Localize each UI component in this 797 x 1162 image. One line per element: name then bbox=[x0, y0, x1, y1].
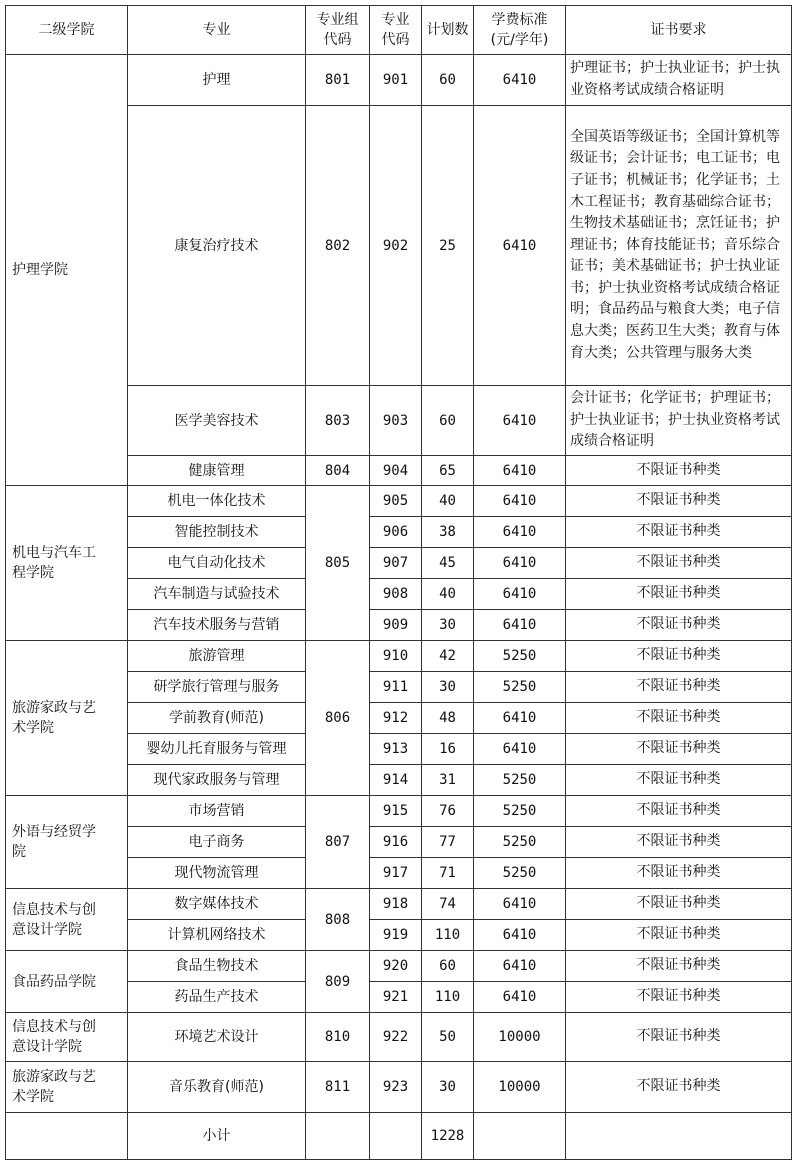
fee-cell: 10000 bbox=[474, 1013, 566, 1062]
cert-cell: 不限证书种类 bbox=[566, 456, 792, 486]
cert-cell: 不限证书种类 bbox=[566, 858, 792, 889]
fee-cell: 6410 bbox=[474, 106, 566, 386]
fee-cell: 6410 bbox=[474, 703, 566, 734]
fee-cell: 5250 bbox=[474, 796, 566, 827]
fee-cell: 6410 bbox=[474, 920, 566, 951]
empty-cell bbox=[566, 1113, 792, 1160]
major-code-cell: 922 bbox=[370, 1013, 422, 1062]
cert-cell: 不限证书种类 bbox=[566, 1062, 792, 1113]
major-cell: 环境艺术设计 bbox=[128, 1013, 306, 1062]
major-cell: 旅游管理 bbox=[128, 641, 306, 672]
major-cell: 现代物流管理 bbox=[128, 858, 306, 889]
major-code-cell: 906 bbox=[370, 517, 422, 548]
subtotal-plan: 1228 bbox=[422, 1113, 474, 1160]
plan-cell: 31 bbox=[422, 765, 474, 796]
group-code-cell: 807 bbox=[306, 796, 370, 889]
major-cell: 现代家政服务与管理 bbox=[128, 765, 306, 796]
header-major: 专业 bbox=[128, 6, 306, 55]
cert-cell: 不限证书种类 bbox=[566, 734, 792, 765]
fee-cell: 5250 bbox=[474, 672, 566, 703]
cert-cell: 不限证书种类 bbox=[566, 982, 792, 1013]
cert-cell: 不限证书种类 bbox=[566, 486, 792, 517]
major-code-cell: 902 bbox=[370, 106, 422, 386]
plan-cell: 50 bbox=[422, 1013, 474, 1062]
fee-cell: 5250 bbox=[474, 641, 566, 672]
major-cell: 机电一体化技术 bbox=[128, 486, 306, 517]
plan-cell: 40 bbox=[422, 579, 474, 610]
fee-cell: 6410 bbox=[474, 486, 566, 517]
table-row bbox=[6, 1013, 792, 1062]
plan-cell: 16 bbox=[422, 734, 474, 765]
college-cell: 旅游家政与艺 术学院 bbox=[6, 1062, 128, 1113]
fee-cell: 6410 bbox=[474, 386, 566, 456]
major-cell: 市场营销 bbox=[128, 796, 306, 827]
plan-cell: 110 bbox=[422, 982, 474, 1013]
fee-cell: 6410 bbox=[474, 889, 566, 920]
fee-cell: 6410 bbox=[474, 982, 566, 1013]
plan-cell: 65 bbox=[422, 456, 474, 486]
major-code-cell: 909 bbox=[370, 610, 422, 641]
major-cell: 康复治疗技术 bbox=[128, 106, 306, 386]
major-code-cell: 923 bbox=[370, 1062, 422, 1113]
enrollment-plan-table bbox=[5, 5, 792, 1160]
fee-cell: 10000 bbox=[474, 1062, 566, 1113]
plan-cell: 30 bbox=[422, 610, 474, 641]
major-code-cell: 914 bbox=[370, 765, 422, 796]
major-cell: 汽车制造与试验技术 bbox=[128, 579, 306, 610]
plan-cell: 77 bbox=[422, 827, 474, 858]
plan-cell: 60 bbox=[422, 951, 474, 982]
header-plan: 计划数 bbox=[422, 6, 474, 55]
major-code-cell: 911 bbox=[370, 672, 422, 703]
major-cell: 研学旅行管理与服务 bbox=[128, 672, 306, 703]
header-major-code: 专业 代码 bbox=[370, 6, 422, 55]
cert-cell: 全国英语等级证书；全国计算机等级证书；会计证书；电工证书；电子证书；机械证书；化学证书；土木工程证书；教育基础综合证书；生物技术基础证书；烹饪证书；护理证书；体育技能证书；音乐综合证书；美术基础证书；护士执业证书；护士执业资格考试成绩合格证明；食品药品与粮食大类；电子信息大类；医药卫生大类；教育与体育大类；公共管理与服务大类 bbox=[566, 106, 792, 386]
table-row bbox=[6, 951, 792, 982]
fee-cell: 6410 bbox=[474, 610, 566, 641]
table-row bbox=[6, 55, 792, 106]
major-code-cell: 921 bbox=[370, 982, 422, 1013]
college-cell: 外语与经贸学 院 bbox=[6, 796, 128, 889]
major-code-cell: 912 bbox=[370, 703, 422, 734]
cert-cell: 不限证书种类 bbox=[566, 951, 792, 982]
cert-cell: 不限证书种类 bbox=[566, 548, 792, 579]
major-code-cell: 908 bbox=[370, 579, 422, 610]
group-code-cell: 805 bbox=[306, 486, 370, 641]
header-cert: 证书要求 bbox=[566, 6, 792, 55]
fee-cell: 5250 bbox=[474, 858, 566, 889]
fee-cell: 5250 bbox=[474, 827, 566, 858]
group-code-cell: 810 bbox=[306, 1013, 370, 1062]
group-code-cell: 802 bbox=[306, 106, 370, 386]
college-cell: 食品药品学院 bbox=[6, 951, 128, 1013]
major-cell: 药品生产技术 bbox=[128, 982, 306, 1013]
table-row bbox=[6, 889, 792, 920]
subtotal-label: 小计 bbox=[128, 1113, 306, 1160]
empty-cell bbox=[370, 1113, 422, 1160]
plan-cell: 42 bbox=[422, 641, 474, 672]
cert-cell: 不限证书种类 bbox=[566, 579, 792, 610]
major-cell: 智能控制技术 bbox=[128, 517, 306, 548]
fee-cell: 5250 bbox=[474, 765, 566, 796]
fee-cell: 6410 bbox=[474, 734, 566, 765]
major-cell: 电子商务 bbox=[128, 827, 306, 858]
empty-cell bbox=[474, 1113, 566, 1160]
major-code-cell: 917 bbox=[370, 858, 422, 889]
table-row bbox=[6, 796, 792, 827]
major-cell: 数字媒体技术 bbox=[128, 889, 306, 920]
major-code-cell: 915 bbox=[370, 796, 422, 827]
college-cell: 信息技术与创 意设计学院 bbox=[6, 1013, 128, 1062]
subtotal-row bbox=[6, 1113, 792, 1160]
plan-cell: 74 bbox=[422, 889, 474, 920]
major-cell: 婴幼儿托育服务与管理 bbox=[128, 734, 306, 765]
fee-cell: 6410 bbox=[474, 579, 566, 610]
plan-cell: 45 bbox=[422, 548, 474, 579]
group-code-cell: 809 bbox=[306, 951, 370, 1013]
plan-cell: 71 bbox=[422, 858, 474, 889]
major-cell: 计算机网络技术 bbox=[128, 920, 306, 951]
header-row bbox=[6, 6, 792, 55]
major-cell: 音乐教育(师范) bbox=[128, 1062, 306, 1113]
plan-cell: 40 bbox=[422, 486, 474, 517]
major-code-cell: 907 bbox=[370, 548, 422, 579]
table-row bbox=[6, 1062, 792, 1113]
empty-cell bbox=[306, 1113, 370, 1160]
fee-cell: 6410 bbox=[474, 517, 566, 548]
major-code-cell: 916 bbox=[370, 827, 422, 858]
plan-cell: 38 bbox=[422, 517, 474, 548]
cert-cell: 不限证书种类 bbox=[566, 765, 792, 796]
table-row bbox=[6, 486, 792, 517]
cert-cell: 不限证书种类 bbox=[566, 1013, 792, 1062]
plan-cell: 30 bbox=[422, 672, 474, 703]
cert-cell: 不限证书种类 bbox=[566, 796, 792, 827]
cert-cell: 不限证书种类 bbox=[566, 641, 792, 672]
major-code-cell: 901 bbox=[370, 55, 422, 106]
major-cell: 护理 bbox=[128, 55, 306, 106]
header-fee: 学费标准 (元/学年) bbox=[474, 6, 566, 55]
major-code-cell: 919 bbox=[370, 920, 422, 951]
plan-cell: 25 bbox=[422, 106, 474, 386]
major-code-cell: 904 bbox=[370, 456, 422, 486]
cert-cell: 护理证书；护士执业证书；护士执业资格考试成绩合格证明 bbox=[566, 55, 792, 106]
group-code-cell: 804 bbox=[306, 456, 370, 486]
major-code-cell: 918 bbox=[370, 889, 422, 920]
major-cell: 医学美容技术 bbox=[128, 386, 306, 456]
fee-cell: 6410 bbox=[474, 55, 566, 106]
major-cell: 学前教育(师范) bbox=[128, 703, 306, 734]
group-code-cell: 808 bbox=[306, 889, 370, 951]
major-code-cell: 903 bbox=[370, 386, 422, 456]
header-group-code: 专业组 代码 bbox=[306, 6, 370, 55]
cert-cell: 不限证书种类 bbox=[566, 610, 792, 641]
plan-cell: 110 bbox=[422, 920, 474, 951]
cert-cell: 不限证书种类 bbox=[566, 827, 792, 858]
plan-cell: 60 bbox=[422, 386, 474, 456]
major-code-cell: 905 bbox=[370, 486, 422, 517]
major-code-cell: 920 bbox=[370, 951, 422, 982]
cert-cell: 会计证书；化学证书；护理证书；护士执业证书；护士执业资格考试成绩合格证明 bbox=[566, 386, 792, 456]
major-code-cell: 913 bbox=[370, 734, 422, 765]
major-cell: 健康管理 bbox=[128, 456, 306, 486]
fee-cell: 6410 bbox=[474, 951, 566, 982]
fee-cell: 6410 bbox=[474, 456, 566, 486]
plan-cell: 30 bbox=[422, 1062, 474, 1113]
major-code-cell: 910 bbox=[370, 641, 422, 672]
college-cell: 旅游家政与艺 术学院 bbox=[6, 641, 128, 796]
plan-cell: 48 bbox=[422, 703, 474, 734]
group-code-cell: 803 bbox=[306, 386, 370, 456]
major-cell: 食品生物技术 bbox=[128, 951, 306, 982]
college-cell: 机电与汽车工 程学院 bbox=[6, 486, 128, 641]
cert-cell: 不限证书种类 bbox=[566, 672, 792, 703]
cert-cell: 不限证书种类 bbox=[566, 920, 792, 951]
major-cell: 电气自动化技术 bbox=[128, 548, 306, 579]
college-cell: 护理学院 bbox=[6, 55, 128, 486]
fee-cell: 6410 bbox=[474, 548, 566, 579]
cert-cell: 不限证书种类 bbox=[566, 889, 792, 920]
group-code-cell: 811 bbox=[306, 1062, 370, 1113]
group-code-cell: 801 bbox=[306, 55, 370, 106]
header-college: 二级学院 bbox=[6, 6, 128, 55]
empty-cell bbox=[6, 1113, 128, 1160]
college-cell: 信息技术与创 意设计学院 bbox=[6, 889, 128, 951]
cert-cell: 不限证书种类 bbox=[566, 703, 792, 734]
cert-cell: 不限证书种类 bbox=[566, 517, 792, 548]
group-code-cell: 806 bbox=[306, 641, 370, 796]
major-cell: 汽车技术服务与营销 bbox=[128, 610, 306, 641]
plan-cell: 76 bbox=[422, 796, 474, 827]
plan-cell: 60 bbox=[422, 55, 474, 106]
table-row bbox=[6, 641, 792, 672]
